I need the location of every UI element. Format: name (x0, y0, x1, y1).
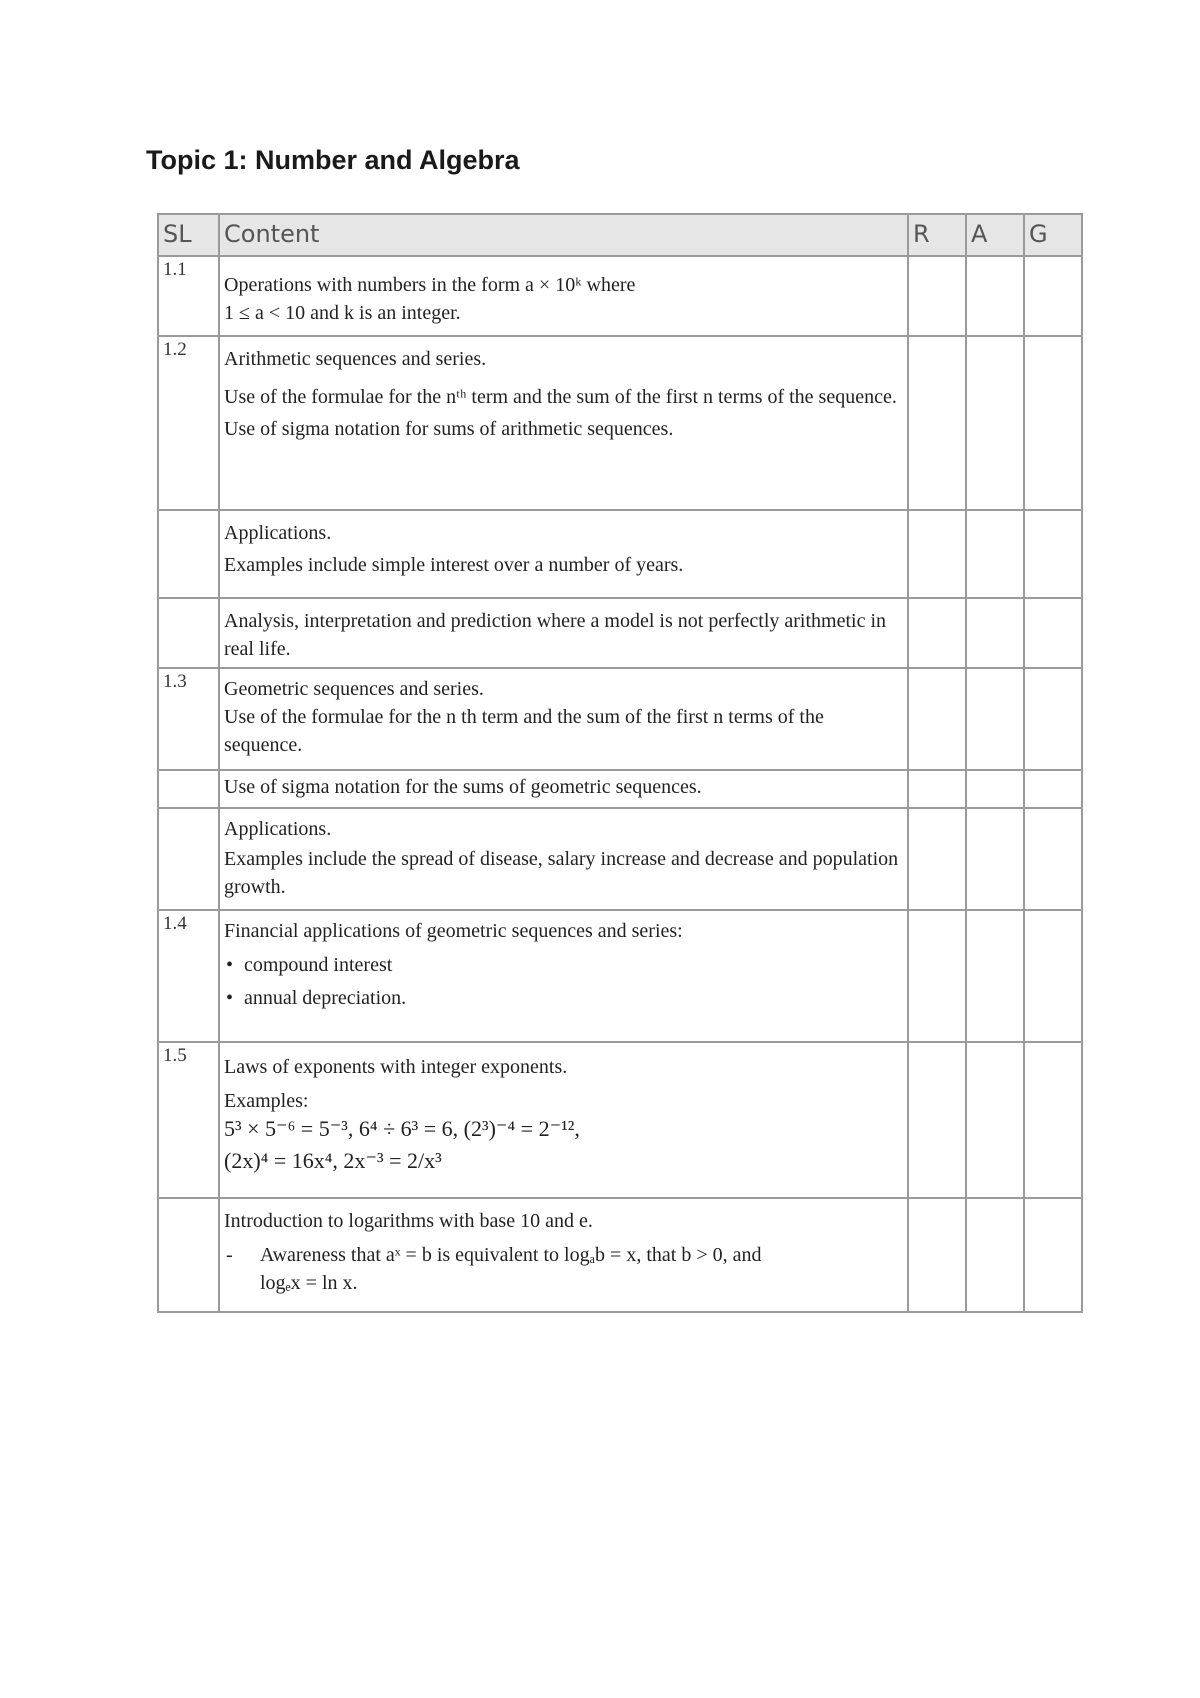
rating-r-cell[interactable] (908, 808, 966, 910)
content-cell (219, 1042, 908, 1198)
rating-a-cell[interactable] (966, 668, 1024, 770)
list-item (224, 1241, 903, 1297)
sl-cell (158, 770, 219, 808)
content-line: (2x)⁴ = 16x⁴, 2x⁻³ = 2/x³ (224, 1148, 442, 1173)
content-cell (219, 910, 908, 1042)
content-line: Examples include the spread of disease, salary increase and decrease and population growth. (224, 848, 899, 898)
syllabus-table (157, 213, 1083, 1313)
list-item: • compound interest (224, 951, 903, 979)
sl-cell: 1.1 (158, 256, 219, 336)
rating-g-cell[interactable] (1024, 1198, 1082, 1312)
rating-g-cell[interactable] (1024, 1042, 1082, 1198)
table-row (158, 1042, 1082, 1198)
content-line: Introduction to logarithms with base 10 and e. (224, 1210, 593, 1232)
content-cell (219, 1198, 908, 1312)
rating-g-cell[interactable] (1024, 256, 1082, 336)
rating-r-cell[interactable] (908, 910, 966, 1042)
rating-g-cell[interactable] (1024, 808, 1082, 910)
content-line: Examples include simple interest over a number of years. (224, 554, 684, 576)
rating-a-cell[interactable] (966, 510, 1024, 598)
content-line: Use of sigma notation for the sums of geometric sequences. (224, 776, 702, 798)
rating-g-cell[interactable] (1024, 598, 1082, 668)
bullet-list (224, 951, 903, 1012)
table-row (158, 1198, 1082, 1312)
sl-cell: 1.3 (158, 668, 219, 770)
sl-cell (158, 808, 219, 910)
header-content: Content (219, 214, 908, 256)
content-cell (219, 770, 908, 808)
list-item: • annual depreciation. (224, 984, 903, 1012)
rating-g-cell[interactable] (1024, 336, 1082, 510)
rating-a-cell[interactable] (966, 770, 1024, 808)
rating-r-cell[interactable] (908, 1198, 966, 1312)
rating-a-cell[interactable] (966, 256, 1024, 336)
rating-r-cell[interactable] (908, 336, 966, 510)
header-sl: SL (158, 214, 219, 256)
content-line: Laws of exponents with integer exponents. (224, 1056, 568, 1078)
content-line: Geometric sequences and series. (224, 678, 484, 700)
content-line: Financial applications of geometric sequences and series: (224, 920, 683, 942)
content-cell (219, 598, 908, 668)
rating-r-cell[interactable] (908, 1042, 966, 1198)
content-line: Analysis, interpretation and prediction where a model is not perfectly arithmetic in real life. (224, 610, 887, 660)
table-row (158, 910, 1082, 1042)
rating-r-cell[interactable] (908, 510, 966, 598)
rating-a-cell[interactable] (966, 1042, 1024, 1198)
sl-cell: 1.5 (158, 1042, 219, 1198)
header-r: R (908, 214, 966, 256)
dash-list (224, 1241, 903, 1297)
table-row (158, 668, 1082, 770)
content-line: 5³ × 5⁻⁶ = 5⁻³, 6⁴ ÷ 6³ = 6, (2³)⁻⁴ = 2⁻¹², (224, 1116, 580, 1141)
rating-g-cell[interactable] (1024, 770, 1082, 808)
header-a: A (966, 214, 1024, 256)
content-line: Awareness that aˣ = b is equivalent to logₐb = x, that b > 0, and (260, 1244, 762, 1266)
page-title: Topic 1: Number and Algebra (146, 145, 520, 175)
table-row (158, 598, 1082, 668)
rating-g-cell[interactable] (1024, 910, 1082, 1042)
sl-cell: 1.2 (158, 336, 219, 510)
rating-r-cell[interactable] (908, 256, 966, 336)
table-row (158, 510, 1082, 598)
header-row (158, 214, 1082, 256)
content-line: Use of the formulae for the nᵗʰ term and the sum of the first n terms of the sequence. (224, 386, 897, 408)
sl-cell (158, 1198, 219, 1312)
rating-a-cell[interactable] (966, 910, 1024, 1042)
content-cell (219, 336, 908, 510)
content-line: Applications. (224, 818, 332, 840)
content-line: 1 ≤ a < 10 and k is an integer. (224, 302, 461, 324)
rating-r-cell[interactable] (908, 668, 966, 770)
content-line: Applications. (224, 522, 332, 544)
table-row (158, 770, 1082, 808)
sl-cell (158, 598, 219, 668)
table-row (158, 336, 1082, 510)
content-line: Examples: (224, 1090, 309, 1112)
rating-a-cell[interactable] (966, 598, 1024, 668)
content-cell (219, 510, 908, 598)
sl-cell: 1.4 (158, 910, 219, 1042)
rating-g-cell[interactable] (1024, 510, 1082, 598)
rating-g-cell[interactable] (1024, 668, 1082, 770)
content-cell (219, 808, 908, 910)
rating-a-cell[interactable] (966, 336, 1024, 510)
header-g: G (1024, 214, 1082, 256)
content-line: Arithmetic sequences and series. (224, 348, 487, 370)
rating-a-cell[interactable] (966, 808, 1024, 910)
content-cell (219, 256, 908, 336)
table-row (158, 808, 1082, 910)
sl-cell (158, 510, 219, 598)
rating-a-cell[interactable] (966, 1198, 1024, 1312)
content-line: logₑx = ln x. (260, 1272, 358, 1294)
table-row (158, 256, 1082, 336)
content-line: Use of the formulae for the n th term and the sum of the first n terms of the sequence. (224, 706, 824, 756)
rating-r-cell[interactable] (908, 598, 966, 668)
rating-r-cell[interactable] (908, 770, 966, 808)
content-line: Operations with numbers in the form a × 10ᵏ where (224, 274, 636, 296)
content-cell (219, 668, 908, 770)
content-line: Use of sigma notation for sums of arithmetic sequences. (224, 418, 674, 440)
